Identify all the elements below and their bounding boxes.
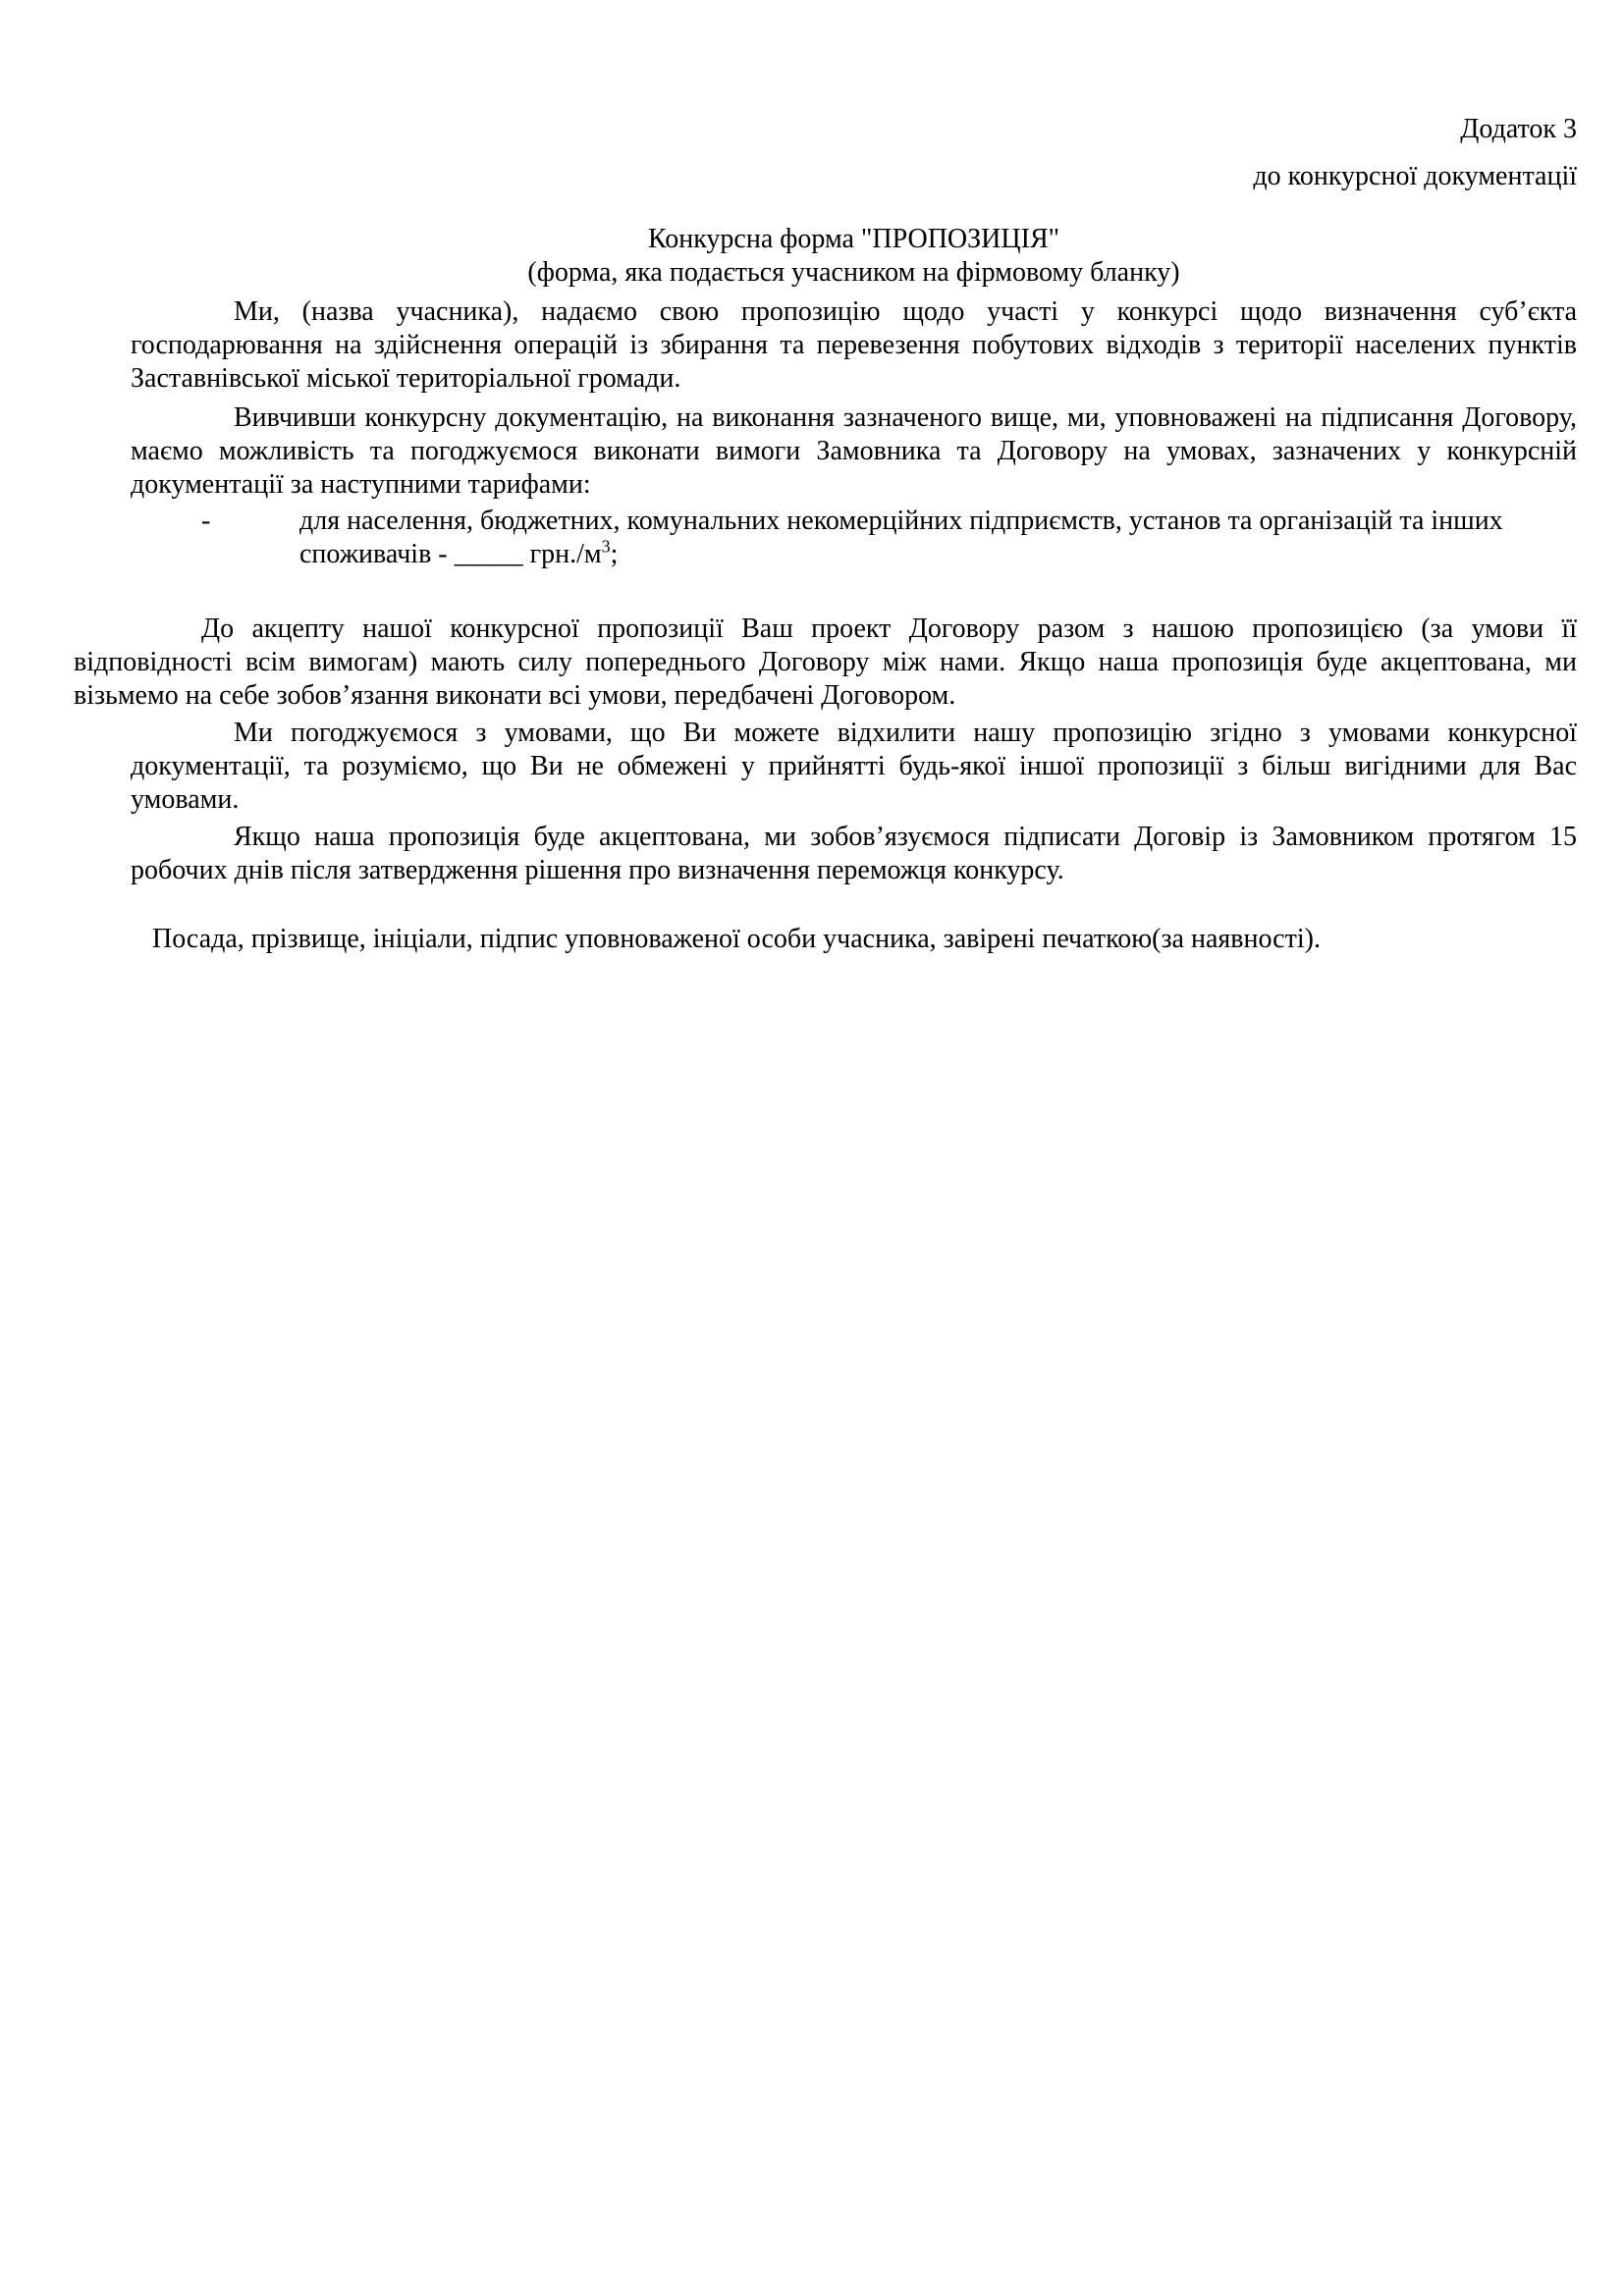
- paragraph-conditions: Ми погоджуємося з умовами, що Ви можете відхилити нашу пропозицію згідно з умовами конкурсної документації, та розуміємо, що Ви не обмежені у прийнятті будь-якої іншої пропозиції з більш вигідними для Вас умовами.: [131, 718, 1577, 815]
- paragraph-intro: Ми, (назва учасника), надаємо свою пропозицію щодо участі у конкурсі щодо визначення суб’єкта господарювання на здійснення операцій із збирання та перевезення побутових відходів з території населених пунктів Заставнівської міської територіальної громади.: [131, 296, 1577, 394]
- form-title: Конкурсна форма "ПРОПОЗИЦІЯ": [647, 224, 1060, 254]
- annex-reference: до конкурсної документації: [1253, 161, 1577, 191]
- annex-header: [693, 113, 1577, 207]
- paragraph-acceptance: До акцепту нашої конкурсної пропозиції Ваш проект Договору разом з нашою пропозицією (за умови її відповідності всім вимогам) мають силу попереднього Договору між нами. Якщо наша пропозиція буде акцептована, ми візьмемо на себе зобов’язання виконати всі умови, передбачені Договором.: [74, 614, 1577, 711]
- form-subtitle: (форма, яка подається учасником на фірмовому бланку): [527, 257, 1180, 288]
- bullet-text: [299, 505, 1576, 571]
- paragraph-tariffs: Вивчивши конкурсну документацію, на виконання зазначеного вище, ми, уповноважені на підписання Договору, маємо можливість та погоджуємося виконати вимоги Замовника та Договору на умовах, зазначених у конкурсній документації за наступними тарифами:: [131, 402, 1577, 500]
- signature-line: Посада, прізвище, ініціали, підпис уповноваженої особи учасника, завірені печаткою(за наявності).: [152, 924, 1321, 954]
- tariff-end: ;: [610, 539, 619, 569]
- annex-number: Додаток 3: [1460, 114, 1577, 144]
- tariff-text: для населення, бюджетних, комунальних некомерційних підприємств, установ та організацій та інших споживачів - _____ грн./м: [299, 506, 1503, 569]
- paragraph-signing: Якщо наша пропозиція буде акцептована, ми зобов’язуємося підписати Договір із Замовником протягом 15 робочих днів після затвердження рішення про визначення переможця конкурсу.: [131, 822, 1577, 885]
- form-title-block: [131, 223, 1577, 290]
- bullet-dash: -: [201, 506, 211, 536]
- tariff-unit-superscript: 3: [601, 536, 611, 557]
